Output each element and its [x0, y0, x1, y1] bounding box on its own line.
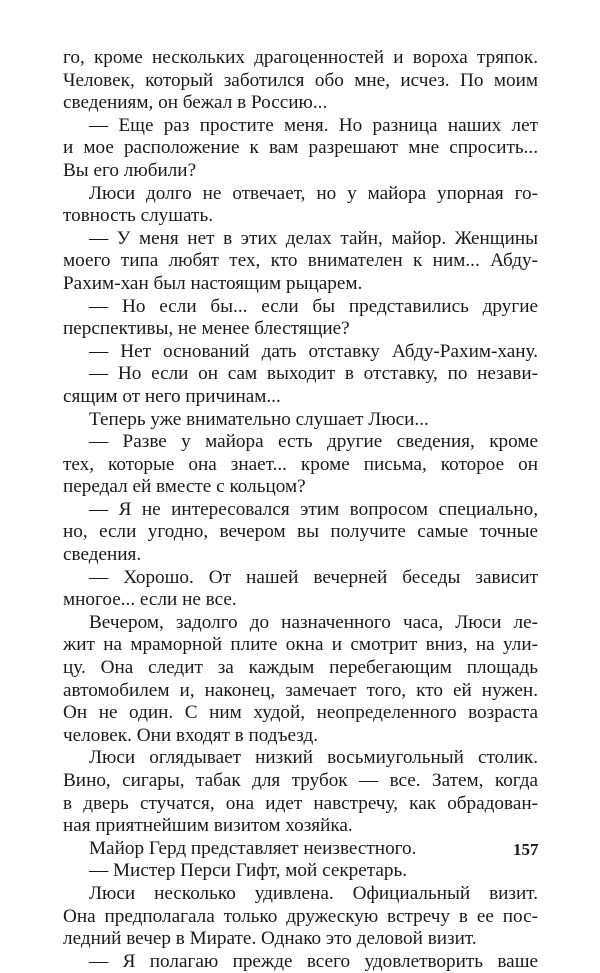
text-line: и мое расположение к вам разрешают мне спросить...	[63, 137, 538, 159]
text-line: Рахим-хан был настоящим рыцарем.	[63, 272, 363, 294]
text-line: — Но если он сам выходит в отставку, по незави-	[89, 363, 538, 385]
text-line: — Я полагаю прежде всего удовлетворить ваше	[89, 950, 538, 972]
text-line: Люси долго не отвечает, но у майора упорная го-	[89, 182, 538, 204]
text-line: Люси несколько удивлена. Официальный визит.	[89, 882, 538, 904]
text-line: Люси оглядывает низкий восьмиугольный столик.	[89, 747, 538, 769]
text-line: Теперь уже внимательно слушает Люси...	[89, 408, 429, 430]
text-line: — Хорошо. От нашей вечерней беседы зависит	[89, 566, 538, 588]
text-line: Вы его любили?	[63, 159, 197, 181]
text-line: го, кроме нескольких драгоценностей и вороха тряпок.	[63, 47, 538, 68]
text-line: моего типа любят тех, кто внимателен к ним... Абду-	[63, 250, 538, 272]
text-line: сящим от него причинам...	[63, 385, 281, 407]
text-line: Она предполагала только дружескую встречу в ее пос-	[63, 905, 538, 927]
text-line: ледний вечер в Мирате. Однако это деловой визит.	[63, 928, 477, 950]
text-line: — Мистер Перси Гифт, мой секретарь.	[89, 860, 408, 882]
text-line: — Разве у майора есть другие сведения, кроме	[89, 431, 538, 453]
text-line: Вино, сигары, табак для трубок — все. Затем, когда	[63, 770, 538, 791]
text-line: многое... если не все.	[63, 589, 237, 611]
text-line: — Но если бы... если бы представились другие	[89, 295, 538, 317]
text-line: товность слушать.	[63, 205, 213, 227]
text-line: ная приятнейшим визитом хозяйка.	[63, 815, 353, 837]
text-line: — Я не интересовался этим вопросом специально,	[89, 498, 538, 520]
text-line: цу. Она следит за каждым перебегающим площадь	[63, 657, 538, 679]
text-line: но, если угодно, вечером вы получите самые точные	[63, 521, 538, 543]
text-line: жит на мраморной плите окна и смотрит вниз, на ули-	[63, 634, 538, 656]
text-line: автомобилем и, наконец, замечает того, кто ей нужен.	[63, 679, 538, 701]
text-line: сведения.	[63, 544, 142, 566]
text-line: — Еще раз простите меня. Но разница наших лет	[89, 114, 538, 136]
text-line: Человек, который заботился обо мне, исчез. По моим	[63, 69, 538, 91]
text-line: в дверь стучатся, она идет навстречу, как обрадован-	[63, 792, 538, 814]
text-line: передал ей вместе с кольцом?	[63, 476, 306, 498]
book-page-text	[63, 47, 538, 973]
text-line: — Нет оснований дать отставку Абду-Рахим-хану.	[89, 340, 538, 362]
text-line: — У меня нет в этих делах тайн, майор. Женщины	[89, 227, 538, 249]
text-line: Вечером, задолго до назначенного часа, Люси ле-	[89, 611, 538, 633]
text-line: Майор Герд представляет неизвестного.	[89, 837, 417, 859]
text-line: тех, которые она знает... кроме письма, которое он	[63, 453, 538, 475]
text-line: Он не один. С ним худой, неопределенного возраста	[63, 702, 538, 724]
text-line: перспективы, не менее блестящие?	[63, 318, 350, 340]
text-line: сведениям, он бежал в Россию...	[63, 92, 328, 114]
page-number: 157	[513, 840, 539, 859]
text-line: человек. Они входят в подъезд.	[63, 724, 319, 746]
